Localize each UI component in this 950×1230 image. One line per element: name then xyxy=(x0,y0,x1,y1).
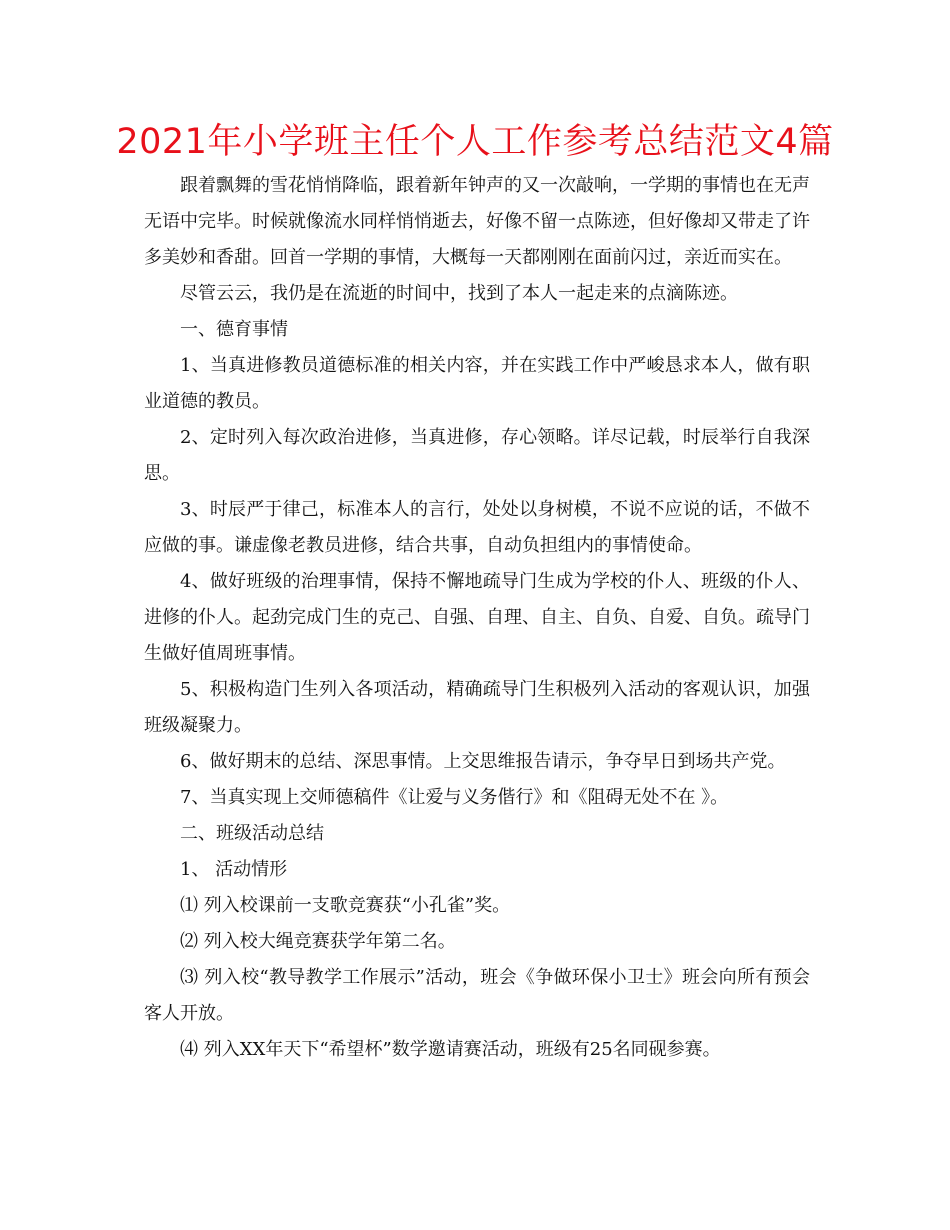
subsection-heading-activity-status: 1、 活动情形 xyxy=(180,859,288,880)
list-item-moral-6: 6、做好期末的总结、深思事情。上交思维报告请示，争夺早日到场共产党。 xyxy=(180,751,786,772)
list-item-activity-1: ⑴ 列入校课前一支歌竞赛获“小孔雀”奖。 xyxy=(180,895,511,916)
section-heading-class-activities: 二、班级活动总结 xyxy=(180,823,324,844)
list-item-moral-2: 2、定时列入每次政治进修，当真进修，存心领略。详尽记载，时辰举行自我深思。 xyxy=(144,427,810,484)
list-item-activity-2: ⑵ 列入校大绳竞赛获学年第二名。 xyxy=(180,931,456,952)
paragraph-intro: 跟着飘舞的雪花悄悄降临，跟着新年钟声的又一次敲响，一学期的事情也在无声无语中完毕。时候就像流水同样悄悄逝去，好像不留一点陈迹，但好像却又带走了许多美妙和香甜。回首一学期的事情，大概每一天都刚刚在面前闪过，亲近而实在。 xyxy=(144,175,810,268)
paragraph-traces: 尽管云云，我仍是在流逝的时间中，找到了本人一起走来的点滴陈迹。 xyxy=(180,283,738,304)
list-item-moral-7: 7、当真实现上交师德稿件《让爱与义务偕行》和《阻碍无处不在 》。 xyxy=(180,787,729,808)
list-item-moral-4: 4、做好班级的治理事情，保持不懈地疏导门生成为学校的仆人、班级的仆人、进修的仆人。起劲完成门生的克己、自强、自理、自主、自负、自爱、自负。疏导门生做好值周班事情。 xyxy=(144,571,810,664)
section-heading-moral: 一、德育事情 xyxy=(180,319,288,340)
document-body xyxy=(144,168,810,1068)
document-title: 2021年小学班主任个人工作参考总结范文4篇 xyxy=(116,122,834,162)
list-item-moral-3: 3、时辰严于律己，标准本人的言行，处处以身树模，不说不应说的话，不做不应做的事。谦虚像老教员进修，结合共事，自动负担组内的事情使命。 xyxy=(144,499,810,556)
list-item-activity-4: ⑷ 列入XX年天下“希望杯”数学邀请赛活动，班级有25名同砚参赛。 xyxy=(180,1039,721,1060)
list-item-activity-3: ⑶ 列入校“教导教学工作展示”活动，班会《争做环保小卫士》班会向所有预会客人开放。 xyxy=(144,967,810,1024)
list-item-moral-1: 1、当真进修教员道德标准的相关内容，并在实践工作中严峻恳求本人，做有职业道德的教员。 xyxy=(144,355,810,412)
list-item-moral-5: 5、积极构造门生列入各项活动，精确疏导门生积极列入活动的客观认识，加强班级凝聚力。 xyxy=(144,679,810,736)
